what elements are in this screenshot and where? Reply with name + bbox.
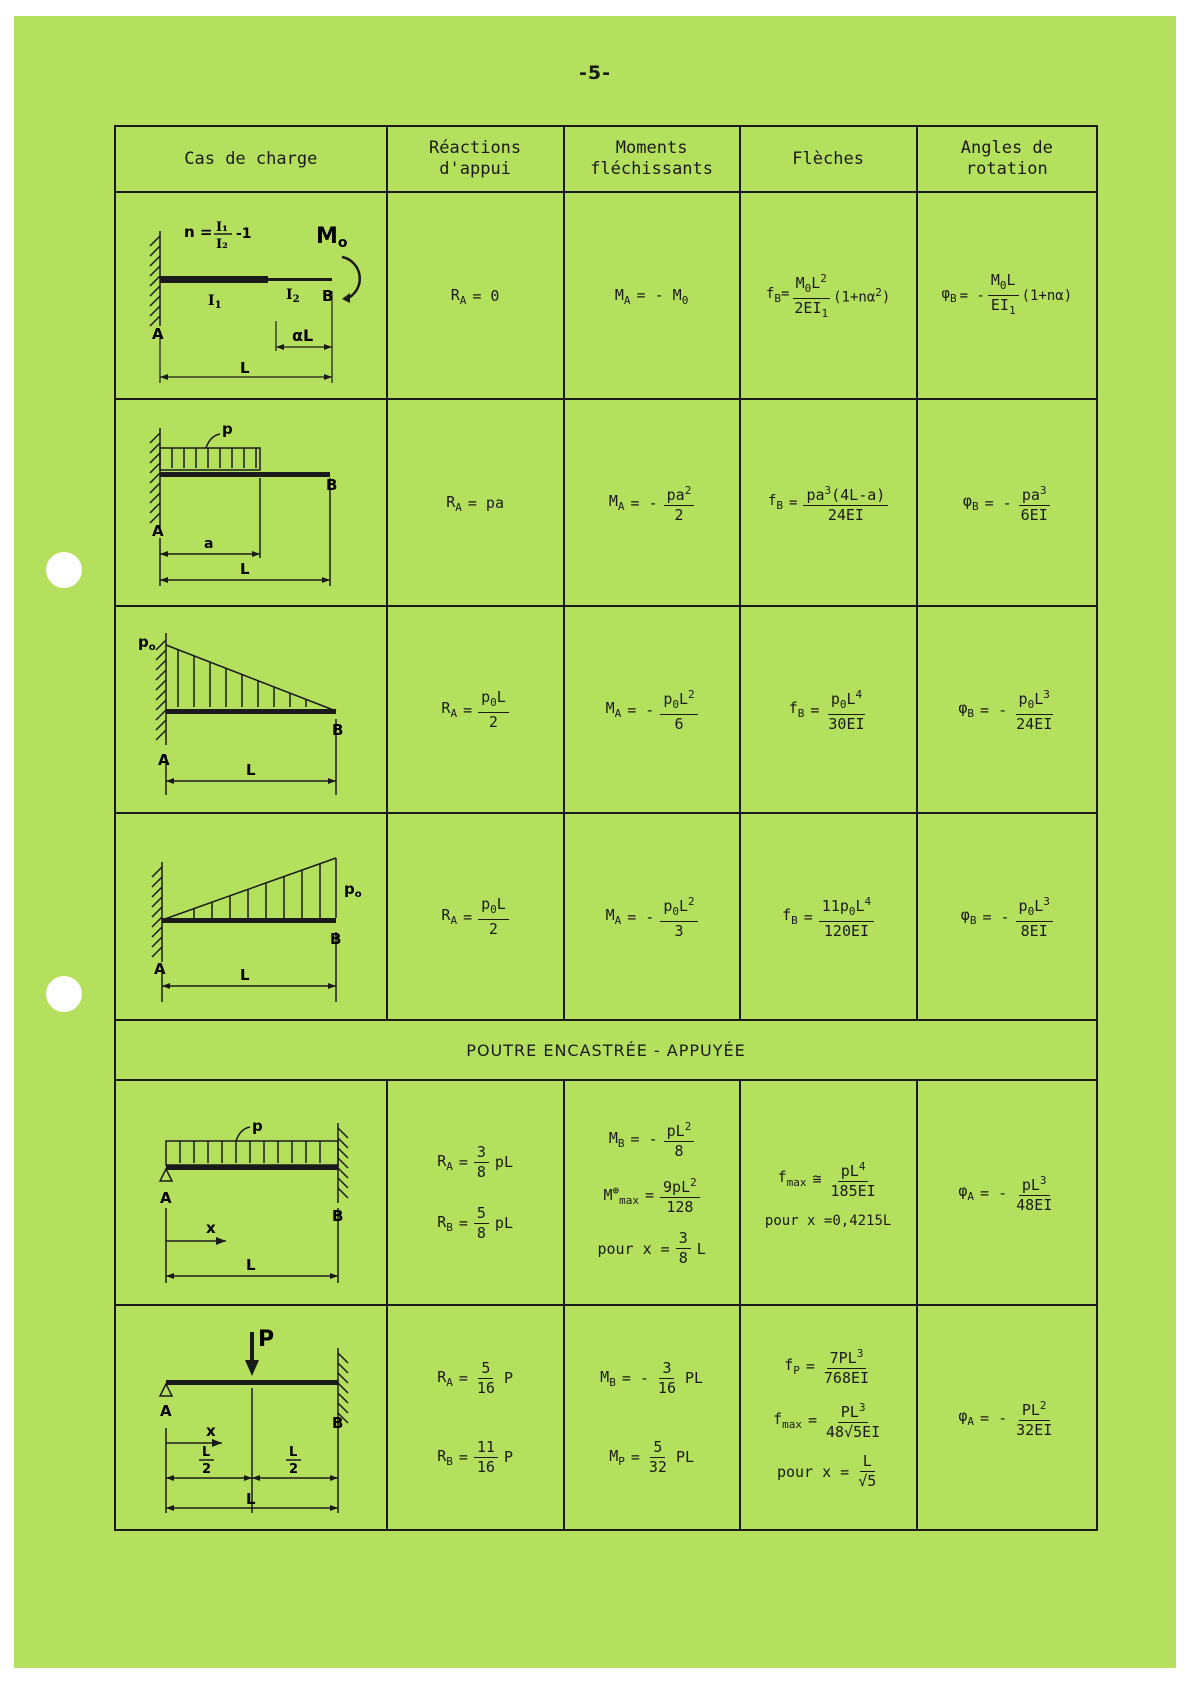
- diagram-partial-uniform-load: [136, 408, 366, 598]
- length-l-label: L: [245, 1255, 256, 1274]
- rotation-cell: $\varphi_B$ = - $p_0L^3$ 8EI: [917, 813, 1097, 1020]
- load-p0-label: $p_o$: [137, 632, 156, 653]
- deflection-cell: $f_B$ = $\frac{p_0L^4}{30EI}$: [740, 606, 917, 813]
- table-row: [115, 192, 1097, 399]
- diagram-cell: [115, 606, 387, 813]
- i2-label: $I_2$: [285, 286, 300, 305]
- load-p-label: p: [251, 1116, 263, 1135]
- section-title: POUTRE ENCASTRÉE - APPUYÉE: [115, 1020, 1097, 1080]
- moment-cell: $M_B$ = - $pL^2$ 8 $M^\oplus_{max}$ = $\frac{9pL^2}{128}$ pour x = $\frac{3}{8}$ L: [564, 1080, 740, 1305]
- diagram-triangular-load-decreasing: [136, 615, 366, 805]
- diagram-cell: [115, 813, 387, 1020]
- load-case-table: [114, 125, 1098, 1531]
- moment-cell: $M_A$ = - $pa^2$ 2: [564, 399, 740, 606]
- header-moments: Moments fléchissants: [564, 126, 740, 192]
- point-b-label: B: [321, 286, 334, 305]
- reaction-cell: $R_A$ = $\frac{3}{8}$ pL $R_B$ = $\frac{5}{8}$ pL: [387, 1080, 564, 1305]
- rotation-cell: $\varphi_B$ = - $p_0L^3$ 24EI: [917, 606, 1097, 813]
- length-l-label: L: [239, 358, 250, 377]
- header-cas: Cas de charge: [115, 126, 387, 192]
- load-p0-label: $p_o$: [343, 879, 362, 900]
- diagram-stepped-cantilever: [136, 201, 366, 391]
- diagram-cell: [115, 1080, 387, 1305]
- half-l-left-label: L: [201, 1444, 211, 1460]
- section-row: [115, 1020, 1097, 1080]
- point-a-label: A: [153, 959, 166, 978]
- reaction-cell: $R_A$ = 0: [387, 192, 564, 399]
- rotation-cell: $\varphi_B$ = - $M_0L$ $EI_1$ (1+nα): [917, 192, 1097, 399]
- load-p-label: p: [221, 419, 233, 438]
- alpha-l-label: αL: [291, 325, 313, 345]
- deflection-cell: $f_P$ = $\frac{7PL^3}{768EI}$ $f_{max}$ = $\frac{PL^3}{48√5EI}$ pour x = $\frac{L}{√5}$: [740, 1305, 917, 1530]
- point-b-label: B: [325, 475, 338, 494]
- i1-label: $I_1$: [207, 292, 222, 311]
- diagram-cell: [115, 192, 387, 399]
- page-number: -5-: [579, 62, 611, 84]
- punch-hole-top: [46, 552, 82, 588]
- header-reactions: Réactions d'appui: [387, 126, 564, 192]
- moment-cell: $M_B$ = - 3 16 PL $M_P$ = $\frac{5}{32}$ PL: [564, 1305, 740, 1530]
- minus-one-label: -1: [235, 225, 252, 242]
- point-a-label: A: [151, 324, 164, 343]
- reaction-cell: $R_A$ = $\frac{5}{16}$ P $R_B$ = $\frac{11}{16}$ P: [387, 1305, 564, 1530]
- half-two-right-label: 2: [288, 1461, 298, 1477]
- table-row: [115, 606, 1097, 813]
- moment-cell: $M_A$ = - $M_0$: [564, 192, 740, 399]
- deflection-cell: $f_B$ = $\frac{pa^3(4L-a)}{24EI}$: [740, 399, 917, 606]
- x-label: x: [205, 1421, 216, 1440]
- length-l-label: L: [239, 965, 250, 984]
- length-l-label: L: [245, 1489, 256, 1508]
- point-a-label: A: [157, 750, 170, 769]
- table-row: [115, 1305, 1097, 1530]
- rotation-cell: $\varphi_B$ = - $pa^3$ 6EI: [917, 399, 1097, 606]
- length-a-label: a: [203, 535, 214, 552]
- table-row: [115, 399, 1097, 606]
- deflection-cell: $f_B$ = $\frac{11p_0L^4}{120EI}$: [740, 813, 917, 1020]
- length-l-label: L: [239, 559, 250, 578]
- point-b-label: B: [331, 720, 344, 739]
- diagram-cell: [115, 399, 387, 606]
- diagram-propped-point-load: [136, 1318, 366, 1518]
- i1-num-label: I₁: [215, 219, 228, 235]
- moment-cell: $M_A$ = - $p_0L^2$ 3: [564, 813, 740, 1020]
- rotation-cell: $\varphi_A$ = - $pL^3$ 48EI: [917, 1080, 1097, 1305]
- point-a-label: A: [159, 1401, 172, 1420]
- diagram-cell: [115, 1305, 387, 1530]
- deflection-cell: $f_{max}$ ≅ $pL^4$ 185EI pour x =0,4215L: [740, 1080, 917, 1305]
- header-row: [115, 126, 1097, 192]
- table-row: [115, 813, 1097, 1020]
- length-l-label: L: [245, 760, 256, 779]
- diagram-triangular-load-increasing: [136, 822, 366, 1012]
- x-label: x: [205, 1218, 216, 1237]
- table-row: [115, 1080, 1097, 1305]
- m0-label: Mo: [315, 223, 348, 251]
- rotation-cell: $\varphi_A$ = - $PL^2$ 32EI: [917, 1305, 1097, 1530]
- reaction-cell: $R_A$ = $\frac{p_0L}{2}$: [387, 813, 564, 1020]
- reaction-cell: $R_A$ = $\frac{p_0L}{2}$: [387, 606, 564, 813]
- header-fleches: Flèches: [740, 126, 917, 192]
- reaction-cell: $R_A$ = pa: [387, 399, 564, 606]
- point-a-label: A: [151, 521, 164, 540]
- half-two-left-label: 2: [201, 1461, 211, 1477]
- deflection-cell: $f_B=$ $\frac{M_0L^2}{2EI_1}$ $(1+n\alpha^2)$: [740, 192, 917, 399]
- point-b-label: B: [331, 1413, 344, 1432]
- point-b-label: B: [331, 1206, 344, 1225]
- diagram-propped-uniform-load: [136, 1093, 366, 1293]
- n-label: n =: [183, 222, 213, 241]
- header-angles: Angles de rotation: [917, 126, 1097, 192]
- half-l-right-label: L: [288, 1444, 298, 1460]
- load-p-label: P: [257, 1326, 274, 1352]
- punch-hole-bottom: [46, 976, 82, 1012]
- i2-den-label: I₂: [215, 236, 228, 252]
- point-b-label: B: [329, 929, 342, 948]
- moment-cell: $M_A$ = - $p_0L^2$ 6: [564, 606, 740, 813]
- point-a-label: A: [159, 1188, 172, 1207]
